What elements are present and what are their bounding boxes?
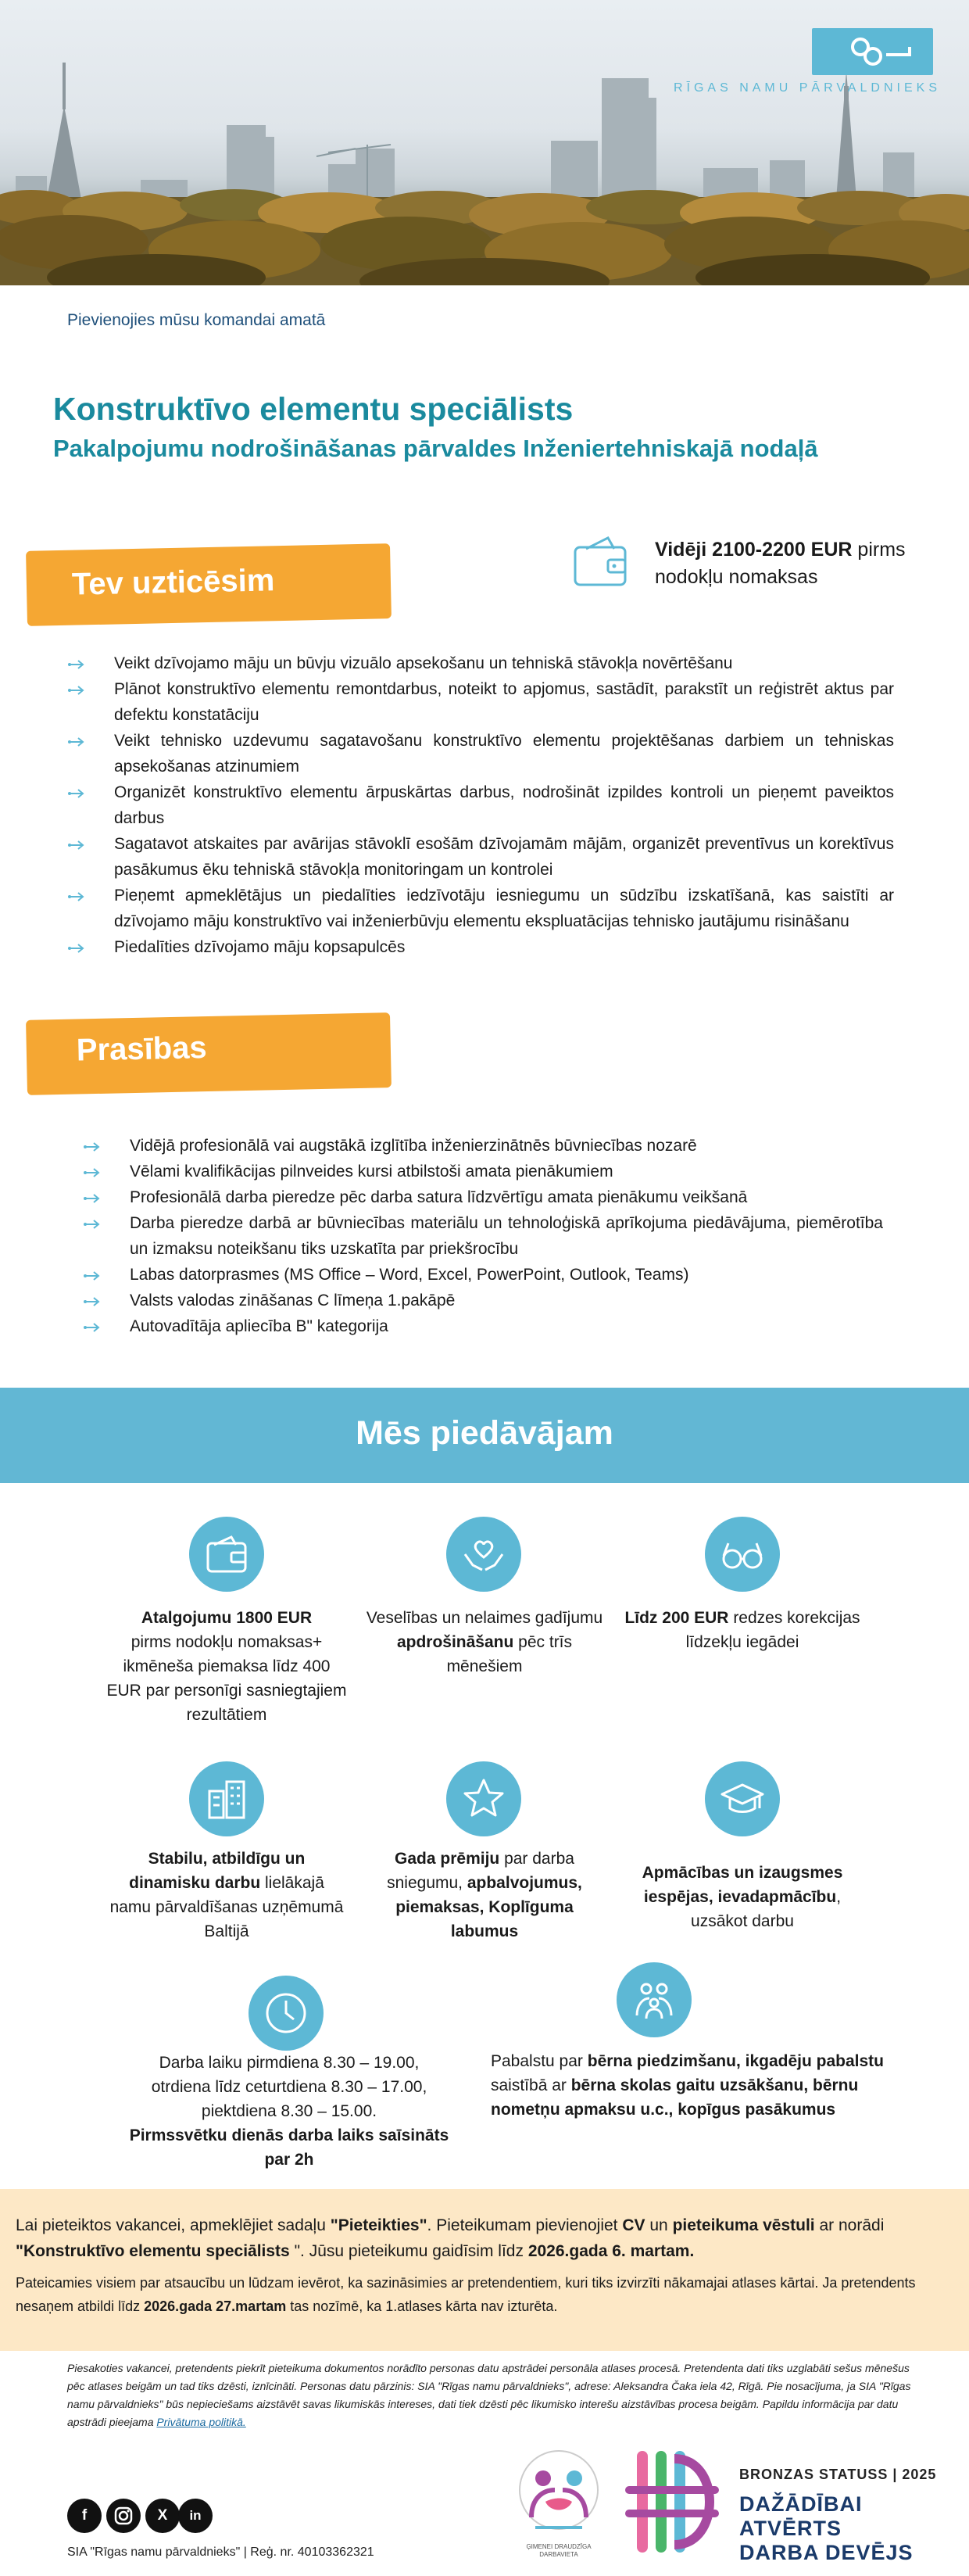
requirements-heading <box>26 1012 392 1095</box>
diversity-logo-icon <box>621 2443 731 2560</box>
buildings-icon <box>189 1761 264 1836</box>
family-friendly-badge <box>508 2443 610 2560</box>
benefit-training: Apmācības un izaugsmes iespējas, ievadapmācību, uzsākot darbu <box>642 1864 843 1930</box>
benefit-salary: Atalgojumu 1800 EUR pirms nodokļu nomaksas+ ikmēneša piemaksa līdz 400 EUR par personīgi sasniegtajiem rezultātiem <box>106 1609 347 1724</box>
star-icon <box>446 1761 521 1836</box>
company-registration: SIA "Rīgas namu pārvaldnieks" | Reģ. nr. 40103362321 <box>67 2546 374 2559</box>
arrow-bullet-icon <box>67 891 89 902</box>
list-item: Pieņemt apmeklētājus un piedalīties iedzīvotāju iesniegumu un sūdzību izskatīšanā, kas saistīti ar dzīvojamo māju konstruktīvo vai inženierbūvju elementu ekspluatācijas tehnisko jautājumu risināšanu <box>67 883 894 934</box>
instagram-icon[interactable] <box>106 2499 141 2533</box>
privacy-notice: Piesakoties vakancei, pretendents piekrīt pieteikuma dokumentos norādīto personas datu apstrādei personāla atlases procesā. Pretendenta dati tiks uzglabāti sešus mēnešus pēc atlases beigām un tad tiks dzēsti, iznīcināti. Personas datu pārzinis: SIA "Rīgas namu pārvaldnieks", adrese: Aleksandra Čaka iela 42, Rīgā. Pie nosacījuma, ja SIA "Rīgas namu pārvaldnieks" būs nepieciešams aizstāvēt savas likumiskās intereses, dati tiek dzēsti pēc likumisko interešu aizstāvības procesa beigām. Papildu informācija par datu apstrādi pieejama Privātuma politikā. <box>67 2362 911 2428</box>
list-item: Vidējā profesionālā vai augstākā izglītība inženierzinātnēs būvniecības nozarē <box>83 1133 883 1159</box>
list-item: Piedalīties dzīvojamo māju kopsapulcēs <box>67 934 894 960</box>
arrow-bullet-icon <box>67 840 89 851</box>
benefit-glasses: Līdz 200 EUR redzes korekcijas līdzekļu iegādei <box>624 1609 860 1651</box>
list-item: Darba pieredze darbā ar būvniecības materiālu un tehnoloģiskā aprīkojuma piedāvājuma, piemērotība un izmaksu noteikšanu tiks uzskatīta par priekšrocību <box>83 1210 883 1262</box>
glasses-icon <box>705 1517 780 1592</box>
diversity-employer-title: DAŽĀDĪBAI ATVĒRTS DARBA DEVĒJS <box>739 2492 914 2564</box>
offer-heading: Mēs piedāvājam <box>356 1414 613 1452</box>
family-icon <box>617 1962 692 2037</box>
facebook-icon[interactable]: f <box>67 2499 102 2533</box>
offer-heading-band <box>0 1388 969 1483</box>
apply-link-text: "Pieteikties" <box>330 2216 427 2234</box>
list-item: Sagatavot atskaites par avārijas stāvoklī esošām dzīvojamām mājām, organizēt preventīvus un korektīvus pasākumus ēku tehniskā stāvokļa monitoringam un kontrolei <box>67 831 894 883</box>
list-item: Plānot konstruktīvo elementu remontdarbus, noteikt to apjomus, sastādīt, parakstīt un reģistrēt aktus par defektu konstatāciju <box>67 676 894 728</box>
benefit-salary-bold: Atalgojumu 1800 EUR <box>141 1609 313 1627</box>
benefit-insurance: Veselības un nelaimes gadījumu apdrošināšanu pēc trīs mēnešiem <box>366 1609 603 1675</box>
arrow-bullet-icon <box>83 1270 105 1281</box>
arrow-bullet-icon <box>67 943 89 954</box>
arrow-bullet-icon <box>67 659 89 670</box>
bronze-status-label: BRONZAS STATUSS | 2025 <box>739 2467 937 2482</box>
apply-instructions: Lai pieteiktos vakancei, apmeklējiet sadaļu "Pieteikties". Pieteikumam pievienojiet CV un pieteikuma vēstuli ar norādi "Konstruktīvo elementu speciālists ". Jūsu pieteikumu gaidīsim līdz 2026.gada 6. martam. <box>16 2216 885 2260</box>
arrow-bullet-icon <box>83 1141 105 1152</box>
arrow-bullet-icon <box>67 736 89 747</box>
job-title: Konstruktīvo elementu speciālists <box>53 391 574 427</box>
arrow-bullet-icon <box>83 1219 105 1230</box>
graduation-cap-icon <box>705 1761 780 1836</box>
list-item: Autovadītāja apliecība B" kategorija <box>83 1313 883 1339</box>
arrow-bullet-icon <box>67 685 89 696</box>
duties-list <box>67 650 894 960</box>
benefit-stable-job: Stabilu, atbildīgu un dinamisku darbu lielākajā namu pārvaldīšanas uzņēmumā Baltijā <box>109 1850 344 1940</box>
salary-note: pirms nodokļu nomaksas <box>655 539 906 588</box>
hero-cityscape <box>0 0 969 285</box>
benefit-working-hours: Darba laiku pirmdiena 8.30 – 19.00, otrdiena līdz ceturtdiena 8.30 – 17.00, piektdiena 8.30 – 15.00. Pirmssvētku dienās darba laiks saīsināts par 2h <box>129 2054 449 2169</box>
wallet-icon <box>189 1517 264 1592</box>
list-item: Organizēt konstruktīvo elementu ārpuskārtas darbus, nodrošināt izpildes kontroli un pieņemt paveiktos darbus <box>67 779 894 831</box>
clock-icon <box>249 1976 324 2051</box>
arrow-bullet-icon <box>83 1167 105 1178</box>
linkedin-icon[interactable]: in <box>178 2499 213 2533</box>
company-logo <box>673 22 941 100</box>
duties-heading-text: Tev uzticēsim <box>71 563 275 602</box>
salary-info <box>655 536 936 591</box>
x-icon[interactable]: X <box>145 2499 180 2533</box>
apply-note: Pateicamies visiem par atsaucību un lūdzam ievērot, ka sazināsimies ar pretendentiem, kuri tiks izvirzīti nākamajai atlases kārtai. Ja pretendents nesaņem atbildi līdz 2026.gada 27.martam tas nozīmē, ka 1.atlases kārta nav izturēta. <box>16 2275 916 2314</box>
salary-amount: Vidēji 2100-2200 EUR <box>655 539 853 561</box>
arrow-bullet-icon <box>83 1296 105 1307</box>
job-department: Pakalpojumu nodrošināšanas pārvaldes Inženiertehniskajā nodaļā <box>53 435 818 462</box>
benefit-child-support: Pabalstu par bērna piedzimšanu, ikgadēju pabalstu saistībā ar bērna skolas gaitu uzsākšanu, bērnu nometņu apmaksu u.c., kopīgus pasākumus <box>491 2052 885 2119</box>
benefit-bonus: Gada prēmiju par darba sniegumu, apbalvojumus, piemaksas, Koplīguma labumus <box>387 1850 582 1940</box>
privacy-policy-link[interactable]: Privātuma politikā. <box>156 2416 246 2428</box>
wallet-icon <box>570 532 631 593</box>
list-item: Veikt tehnisko uzdevumu sagatavošanu konstruktīvo elementu projektēšanas darbiem un tehniskas apsekošanas atzinumiem <box>67 728 894 779</box>
duties-heading <box>26 543 392 626</box>
list-item: Vēlami kvalifikācijas pilnveides kursi atbilstoši amata pienākumiem <box>83 1159 883 1184</box>
family-friendly-badge-text: ĢIMENEI DRAUDZĪGA DARBAVIETA <box>526 2543 592 2558</box>
arrow-bullet-icon <box>83 1322 105 1333</box>
list-item: Labas datorprasmes (MS Office – Word, Excel, PowerPoint, Outlook, Teams) <box>83 1262 883 1288</box>
apply-info-box <box>0 2189 969 2351</box>
arrow-bullet-icon <box>83 1193 105 1204</box>
logo-text: RĪGAS NAMU PĀRVALDNIEKS <box>673 81 941 95</box>
requirements-heading-text: Prasības <box>76 1030 208 1068</box>
requirements-list <box>83 1133 883 1339</box>
list-item: Profesionālā darba pieredze pēc darba satura līdzvērtīgu amata pienākumu veikšanā <box>83 1184 883 1210</box>
intro-line: Pievienojies mūsu komandai amatā <box>67 311 326 329</box>
hands-heart-icon <box>446 1517 521 1592</box>
arrow-bullet-icon <box>67 788 89 799</box>
logo-mark-icon <box>812 28 933 75</box>
list-item: Valsts valodas zināšanas C līmeņa 1.pakāpē <box>83 1288 883 1313</box>
list-item: Veikt dzīvojamo māju un būvju vizuālo apsekošanu un tehniskā stāvokļa novērtēšanu <box>67 650 894 676</box>
